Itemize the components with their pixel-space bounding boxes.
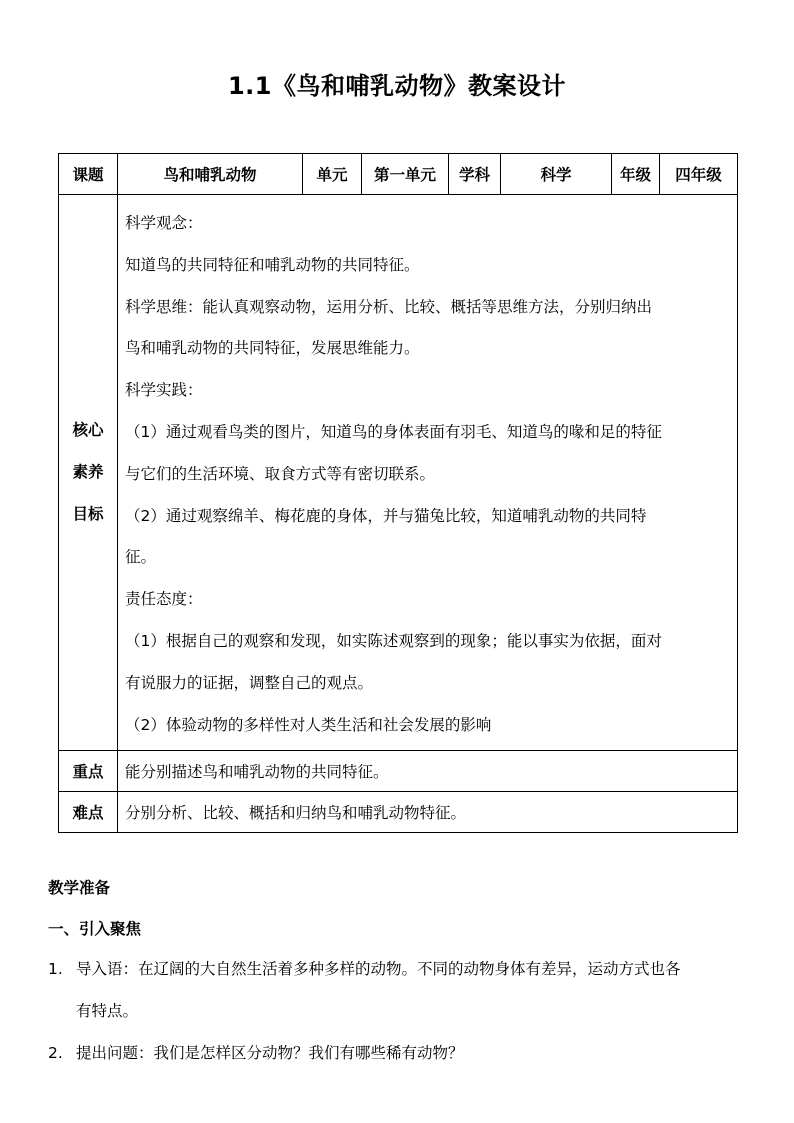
goals-content — [118, 195, 738, 751]
grade-label: 年级 — [612, 154, 660, 195]
list-item — [48, 1032, 768, 1074]
key-points-label: 重点 — [59, 751, 118, 792]
goal-line: 科学思维：能认真观察动物，运用分析、比较、概括等思维方法，分别归纳出 — [125, 297, 653, 316]
goal-line: 科学实践： — [125, 381, 203, 400]
steps-list — [48, 948, 768, 1074]
list-item-line: 导入语：在辽阔的大自然生活着多种多样的动物。不同的动物身体有差异，运动方式也各 — [76, 960, 681, 978]
grade-value: 四年级 — [660, 154, 738, 195]
key-points-row — [59, 751, 738, 792]
key-points-text: 能分别描述鸟和哺乳动物的共同特征。 — [118, 751, 738, 792]
list-item — [48, 948, 768, 1032]
difficult-points-label: 难点 — [59, 792, 118, 833]
list-item-number: 2. — [48, 1044, 63, 1062]
page-title: 1.1《鸟和哺乳动物》教案设计 — [227, 72, 566, 100]
goals-row — [59, 195, 738, 751]
unit-label: 单元 — [303, 154, 362, 195]
header-row — [59, 154, 738, 195]
goals-label-line: 核心 — [72, 420, 104, 439]
prep-heading: 教学准备 — [48, 879, 111, 897]
goal-line: （2）通过观察绵羊、梅花鹿的身体，并与猫兔比较，知道哺乳动物的共同特 — [125, 506, 647, 525]
goal-line: 鸟和哺乳动物的共同特征，发展思维能力。 — [125, 339, 420, 358]
goals-label-line: 目标 — [72, 504, 104, 523]
subject-value: 科学 — [501, 154, 612, 195]
list-item-line: 有特点。 — [76, 1002, 139, 1020]
goal-line: （2）体验动物的多样性对人类生活和社会发展的影响 — [125, 715, 492, 734]
goal-line: 与它们的生活环境、取食方式等有密切联系。 — [125, 464, 436, 483]
goal-line: （1）根据自己的观察和发现，如实陈述观察到的现象；能以事实为依据，面对 — [125, 631, 662, 650]
subject-label: 学科 — [449, 154, 501, 195]
unit-value: 第一单元 — [362, 154, 449, 195]
goals-label — [59, 195, 118, 751]
difficult-points-text: 分别分析、比较、概括和归纳鸟和哺乳动物特征。 — [118, 792, 738, 833]
goal-line: 有说服力的证据，调整自己的观点。 — [125, 673, 374, 692]
goal-line: （1）通过观看鸟类的图片，知道鸟的身体表面有羽毛、知道鸟的喙和足的特征 — [125, 422, 662, 441]
goal-line: 征。 — [125, 548, 157, 567]
goals-label-line: 素养 — [72, 462, 104, 481]
goal-line: 责任态度： — [125, 590, 203, 609]
difficult-points-row — [59, 792, 738, 833]
list-item-number: 1. — [48, 960, 63, 978]
lesson-plan-table — [58, 153, 738, 833]
topic-label: 课题 — [59, 154, 118, 195]
goal-line: 知道鸟的共同特征和哺乳动物的共同特征。 — [125, 255, 420, 274]
goal-line: 科学观念： — [125, 214, 203, 232]
topic-value: 鸟和哺乳动物 — [118, 154, 303, 195]
intro-heading: 一、引入聚焦 — [48, 920, 142, 938]
list-item-line: 提出问题：我们是怎样区分动物？我们有哪些稀有动物？ — [76, 1044, 464, 1062]
